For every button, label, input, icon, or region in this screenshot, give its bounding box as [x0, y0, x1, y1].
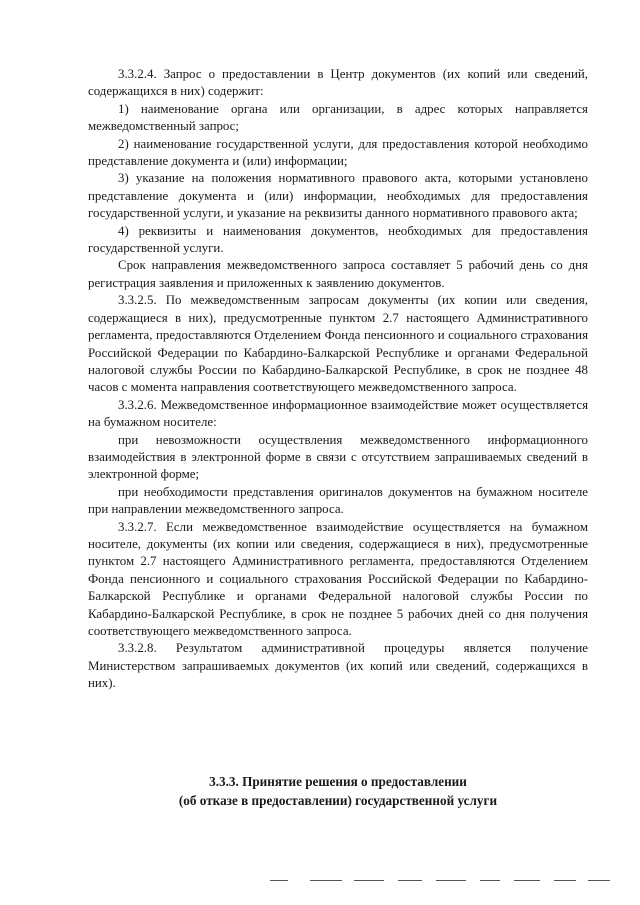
- section-heading: [88, 772, 588, 810]
- list-item-4: 4) реквизиты и наименования документов, необходимых для предоставления государственной услуги.: [88, 223, 588, 256]
- paragraph-deadline: Срок направления межведомственного запроса составляет 5 рабочий день со дня регистрация заявления и приложенных к заявлению документов.: [88, 258, 588, 290]
- paragraph-originals: при необходимости представления оригиналов документов на бумажном носителе при направлении межведомственного запроса.: [88, 484, 588, 517]
- section-heading-line-2: (об отказе в предоставлении) государственной услуги: [178, 793, 498, 808]
- paragraph-3-3-2-7: 3.3.2.7. Если межведомственное взаимодействие осуществляется на бумажном носителе, документы (их копии или сведения, содержащиеся в них), предусмотренные пунктом 2.7 настоящего Административного регламента, предоставляются Отделением Фонда пенсионного и социального страхования Российской Федерации по Кабардино-Балкарской Республике и органами Федеральной налоговой службы России по Кабардино-Балкарской Республике, в срок не позднее 5 рабочих дней со дня получения соответствующего межведомственного запроса.: [88, 519, 588, 638]
- body-text: [88, 66, 588, 693]
- list-item-2: 2) наименование государственной услуги, для предоставления которой необходимо представление документа и (или) информации;: [88, 136, 588, 169]
- paragraph-3-3-2-5: 3.3.2.5. По межведомственным запросам документы (их копии или сведения, содержащиеся в них), предусмотренные пунктом 2.7 настоящего Административного регламента, предоставляются Отделением Фонда пенсионного и социального страхования Российской Федерации по Кабардино-Балкарской Республике и органами Федеральной налоговой службы России по Кабардино-Балкарской Республике, в срок не позднее 48 часов с момента направления соответствующего межведомственного запроса.: [88, 293, 588, 395]
- scan-artifact-marks: [270, 880, 620, 884]
- paragraph-impossibility: при невозможности осуществления межведомственного информационного взаимодействия в электронной форме в связи с отсутствием запрашиваемых сведений в электронной форме;: [88, 432, 588, 482]
- paragraph-3-3-2-4: 3.3.2.4. Запрос о предоставлении в Центр документов (их копий или сведений, содержащихся в них) содержит:: [88, 67, 588, 99]
- paragraph-3-3-2-8: 3.3.2.8. Результатом административной процедуры является получение Министерством запрашиваемых документов (их копий или сведений, содержащихся в них).: [88, 641, 588, 691]
- list-item-1: 1) наименование органа или организации, в адрес которых направляется межведомственный запрос;: [88, 101, 588, 134]
- paragraph-3-3-2-6: 3.3.2.6. Межведомственное информационное взаимодействие может осуществляется на бумажном носителе:: [88, 397, 588, 430]
- list-item-3: 3) указание на положения нормативного правового акта, которыми установлено представление документа и (или) информации, необходимых для предоставления государственной услуги, и указание на реквизиты данного нормативного правового акта;: [88, 171, 588, 221]
- section-heading-line-1: 3.3.3. Принятие решения о предоставлении: [209, 774, 467, 789]
